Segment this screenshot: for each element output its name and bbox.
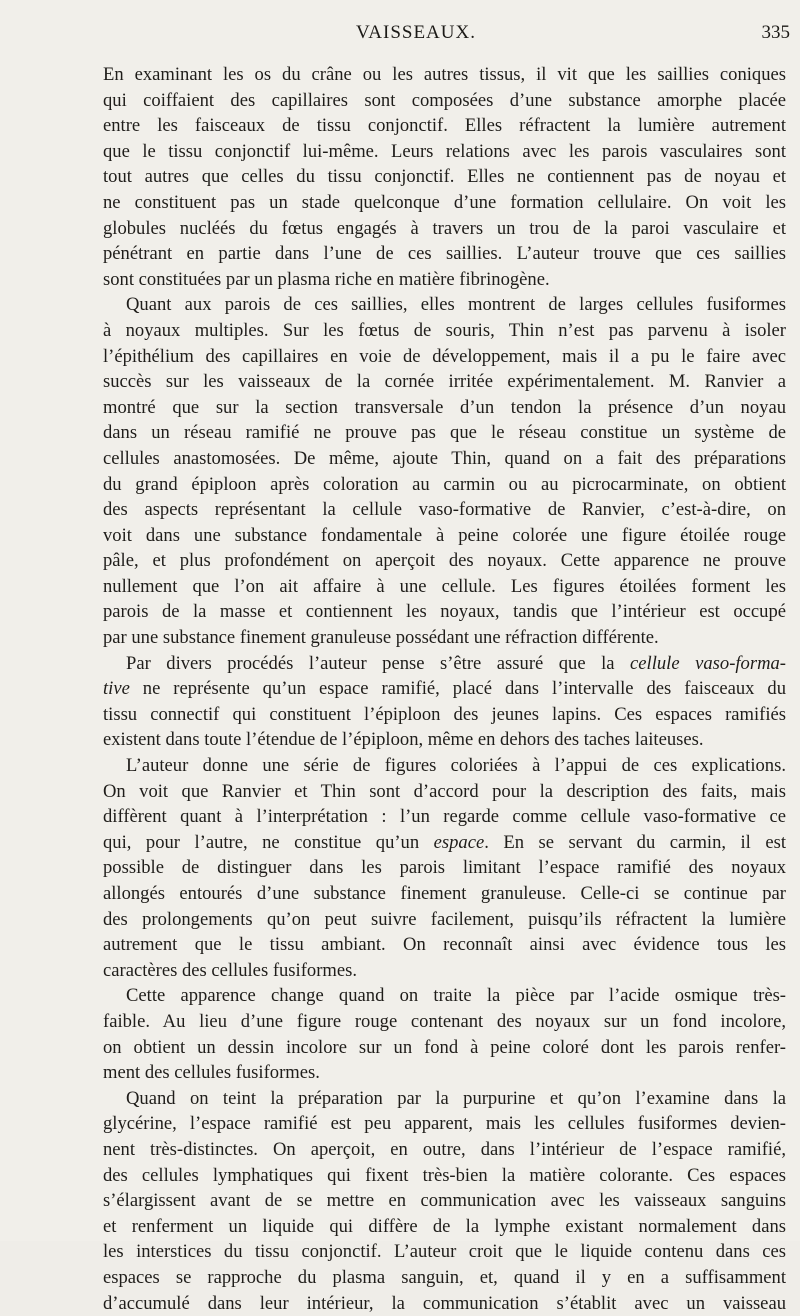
text-line: On voit que Ranvier et Thin sont d’accord pour la description des faits, mais bbox=[80, 779, 786, 805]
paragraph bbox=[80, 983, 786, 1085]
text-line bbox=[80, 830, 786, 856]
text-line: des prolongements qu’on peut suivre facilement, puisqu’ils réfractent la lumière bbox=[80, 907, 786, 933]
running-title: VAISSEAUX. bbox=[356, 22, 476, 44]
text-segment: qui, pour l’autre, ne constitue qu’un bbox=[103, 832, 434, 853]
text-line: entre les faisceaux de tissu conjonctif. Elles réfractent la lumière autrement bbox=[80, 113, 786, 139]
text-line: faible. Au lieu d’une figure rouge contenant des noyaux sur un fond incolore, bbox=[80, 1009, 786, 1035]
body-text bbox=[80, 62, 786, 1316]
text-line: parois de la masse et contiennent les noyaux, tandis que l’intérieur est occupé bbox=[80, 599, 786, 625]
text-line: l’épithélium des capillaires en voie de développement, mais il a pu le faire avec bbox=[80, 344, 786, 370]
paragraph bbox=[80, 651, 786, 753]
text-line: tissu connectif qui constituent l’épiploon des jeunes lapins. Ces espaces ramifiés bbox=[80, 702, 786, 728]
text-line: on obtient un dessin incolore sur un fond à peine coloré dont les parois renfer- bbox=[80, 1035, 786, 1061]
text-segment: Par divers procédés l’auteur pense s’être assuré que la bbox=[126, 653, 630, 674]
text-line: nent très-distinctes. On aperçoit, en outre, dans l’intérieur de l’espace ramifié, bbox=[80, 1137, 786, 1163]
italic-term: espace bbox=[434, 832, 485, 853]
text-line: nullement que l’on ait affaire à une cellule. Les figures étoilées forment les bbox=[80, 574, 786, 600]
text-line: Cette apparence change quand on traite la pièce par l’acide osmique très- bbox=[80, 983, 786, 1009]
paragraph bbox=[80, 62, 786, 292]
text-line: diffèrent quant à l’interprétation : l’un regarde comme cellule vaso-formative ce bbox=[80, 804, 786, 830]
paragraph bbox=[80, 292, 786, 650]
text-line: autrement que le tissu ambiant. On reconnaît ainsi avec évidence tous les bbox=[80, 932, 786, 958]
text-line: des cellules lymphatiques qui fixent très-bien la matière colorante. Ces espaces bbox=[80, 1163, 786, 1189]
page-number: 335 bbox=[762, 22, 791, 44]
text-line: allongés entourés d’une substance finement granuleuse. Celle-ci se continue par bbox=[80, 881, 786, 907]
text-line: par une substance finement granuleuse possédant une réfraction différente. bbox=[80, 625, 786, 651]
text-segment: . En se servant du carmin, il est bbox=[484, 832, 786, 853]
text-line: montré que sur la section transversale d’un tendon la présence d’un noyau bbox=[80, 395, 786, 421]
text-line: ment des cellules fusiformes. bbox=[80, 1060, 786, 1086]
italic-term: tive bbox=[103, 678, 130, 699]
text-line: succès sur les vaisseaux de la cornée irritée expérimentalement. M. Ranvier a bbox=[80, 369, 786, 395]
text-line: glycérine, l’espace ramifié est peu apparent, mais les cellules fusiformes devien- bbox=[80, 1111, 786, 1137]
text-line: Quand on teint la préparation par la purpurine et qu’on l’examine dans la bbox=[80, 1086, 786, 1112]
text-line: Quant aux parois de ces saillies, elles montrent de larges cellules fusiformes bbox=[80, 292, 786, 318]
text-line: caractères des cellules fusiformes. bbox=[80, 958, 786, 984]
text-line: ne constituent pas un stade quelconque d’une formation cellulaire. On voit les bbox=[80, 190, 786, 216]
text-line: En examinant les os du crâne ou les autres tissus, il vit que les saillies coniques bbox=[80, 62, 786, 88]
text-line: s’élargissent avant de se mettre en communication avec les vaisseaux sanguins bbox=[80, 1188, 786, 1214]
text-line: qui coiffaient des capillaires sont composées d’une substance amorphe placée bbox=[80, 88, 786, 114]
text-line: d’accumulé dans leur intérieur, la communication s’établit avec un vaisseau bbox=[80, 1291, 786, 1316]
text-line bbox=[80, 651, 786, 677]
text-line: cellules anastomosées. De même, ajoute Thin, quand on a fait des préparations bbox=[80, 446, 786, 472]
text-line: globules nucléés du fœtus engagés à travers un trou de la paroi vasculaire et bbox=[80, 216, 786, 242]
text-line: existent dans toute l’étendue de l’épiploon, même en dehors des taches laiteuses. bbox=[80, 727, 786, 753]
text-line: les interstices du tissu conjonctif. L’auteur croit que le liquide contenu dans ces bbox=[80, 1239, 786, 1265]
text-line: et renferment un liquide qui diffère de la lymphe existant normalement dans bbox=[80, 1214, 786, 1240]
paragraph bbox=[80, 753, 786, 983]
text-line: espaces se rapproche du plasma sanguin, et, quand il y en a suffisamment bbox=[80, 1265, 786, 1291]
text-line: à noyaux multiples. Sur les fœtus de souris, Thin n’est pas parvenu à isoler bbox=[80, 318, 786, 344]
paragraph bbox=[80, 1086, 786, 1316]
text-line: sont constituées par un plasma riche en matière fibrinogène. bbox=[80, 267, 786, 293]
text-line bbox=[80, 676, 786, 702]
text-segment: ne représente qu’un espace ramifié, placé dans l’intervalle des faisceaux du bbox=[130, 678, 786, 699]
text-line: des aspects représentant la cellule vaso-formative de Ranvier, c’est-à-dire, on bbox=[80, 497, 786, 523]
page-header bbox=[0, 22, 800, 52]
text-line: pâle, et plus profondément on aperçoit des noyaux. Cette apparence ne prouve bbox=[80, 548, 786, 574]
text-line: L’auteur donne une série de figures coloriées à l’appui de ces explications. bbox=[80, 753, 786, 779]
italic-term: cellule vaso-forma- bbox=[630, 653, 786, 674]
text-line: possible de distinguer dans les parois limitant l’espace ramifié des noyaux bbox=[80, 855, 786, 881]
text-line: voit dans une substance fondamentale à peine colorée une figure étoilée rouge bbox=[80, 523, 786, 549]
text-line: dans un réseau ramifié ne prouve pas que le réseau constitue un système de bbox=[80, 420, 786, 446]
text-line: du grand épiploon après coloration au carmin ou au picrocarminate, on obtient bbox=[80, 472, 786, 498]
text-line: tout autres que celles du tissu conjonctif. Elles ne contiennent pas de noyau et bbox=[80, 164, 786, 190]
text-line: que le tissu conjonctif lui-même. Leurs relations avec les parois vasculaires sont bbox=[80, 139, 786, 165]
text-line: pénétrant en partie dans l’une de ces saillies. L’auteur trouve que ces saillies bbox=[80, 241, 786, 267]
